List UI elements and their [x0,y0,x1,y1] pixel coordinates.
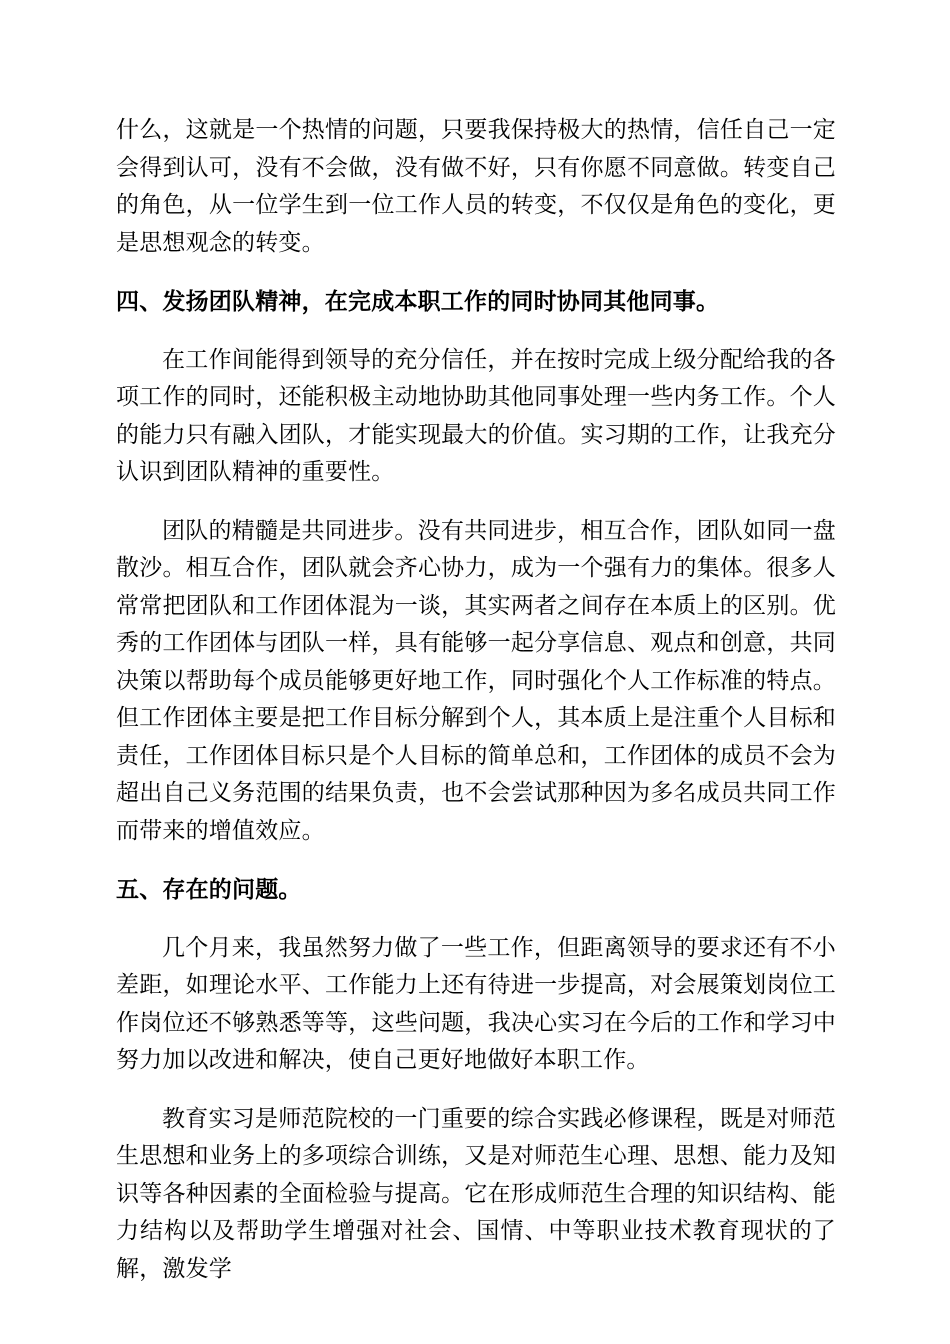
paragraph-continuation: 什么，这就是一个热情的问题，只要我保持极大的热情，信任自己一定会得到认可，没有不会做，没有做不好，只有你愿不同意做。转变自己的角色，从一位学生到一位工作人员的转变，不仅仅是角色的变化，更是思想观念的转变。 [116,117,836,256]
paragraph-team-trust: 在工作间能得到领导的充分信任，并在按时完成上级分配给我的各项工作的同时，还能积极主动地协助其他同事处理一些内务工作。个人的能力只有融入团队，才能实现最大的价值。实习期的工作，让我充分认识到团队精神的重要性。 [116,346,836,485]
section-heading-five: 五、存在的问题。 [116,876,302,903]
paragraph-problems: 几个月来，我虽然努力做了一些工作，但距离领导的要求还有不小差距，如理论水平、工作能力上还有待进一步提高，对会展策划岗位工作岗位还不够熟悉等等，这些问题，我决心实习在今后的工作和学习中努力加以改进和解决，使自己更好地做好本职工作。 [116,934,836,1073]
paragraph-team-essence: 团队的精髓是共同进步。没有共同进步，相互合作，团队如同一盘散沙。相互合作，团队就会齐心协力，成为一个强有力的集体。很多人常常把团队和工作团体混为一谈，其实两者之间存在本质上的区别。优秀的工作团体与团队一样，具有能够一起分享信息、观点和创意，共同决策以帮助每个成员能够更好地工作，同时强化个人工作标准的特点。但工作团体主要是把工作目标分解到个人，其本质上是注重个人目标和责任，工作团体目标只是个人目标的简单总和，工作团体的成员不会为超出自己义务范围的结果负责，也不会尝试那种因为多名成员共同工作而带来的增值效应。 [116,517,836,844]
paragraph-education-internship: 教育实习是师范院校的一门重要的综合实践必修课程，既是对师范生思想和业务上的多项综合训练，又是对师范生心理、思想、能力及知识等各种因素的全面检验与提高。它在形成师范生合理的知识结构、能力结构以及帮助学生增强对社会、国情、中等职业技术教育现状的了解，激发学 [116,1105,836,1282]
document-page [116,112,836,1288]
section-heading-four: 四、发扬团队精神，在完成本职工作的同时协同其他同事。 [116,288,720,315]
